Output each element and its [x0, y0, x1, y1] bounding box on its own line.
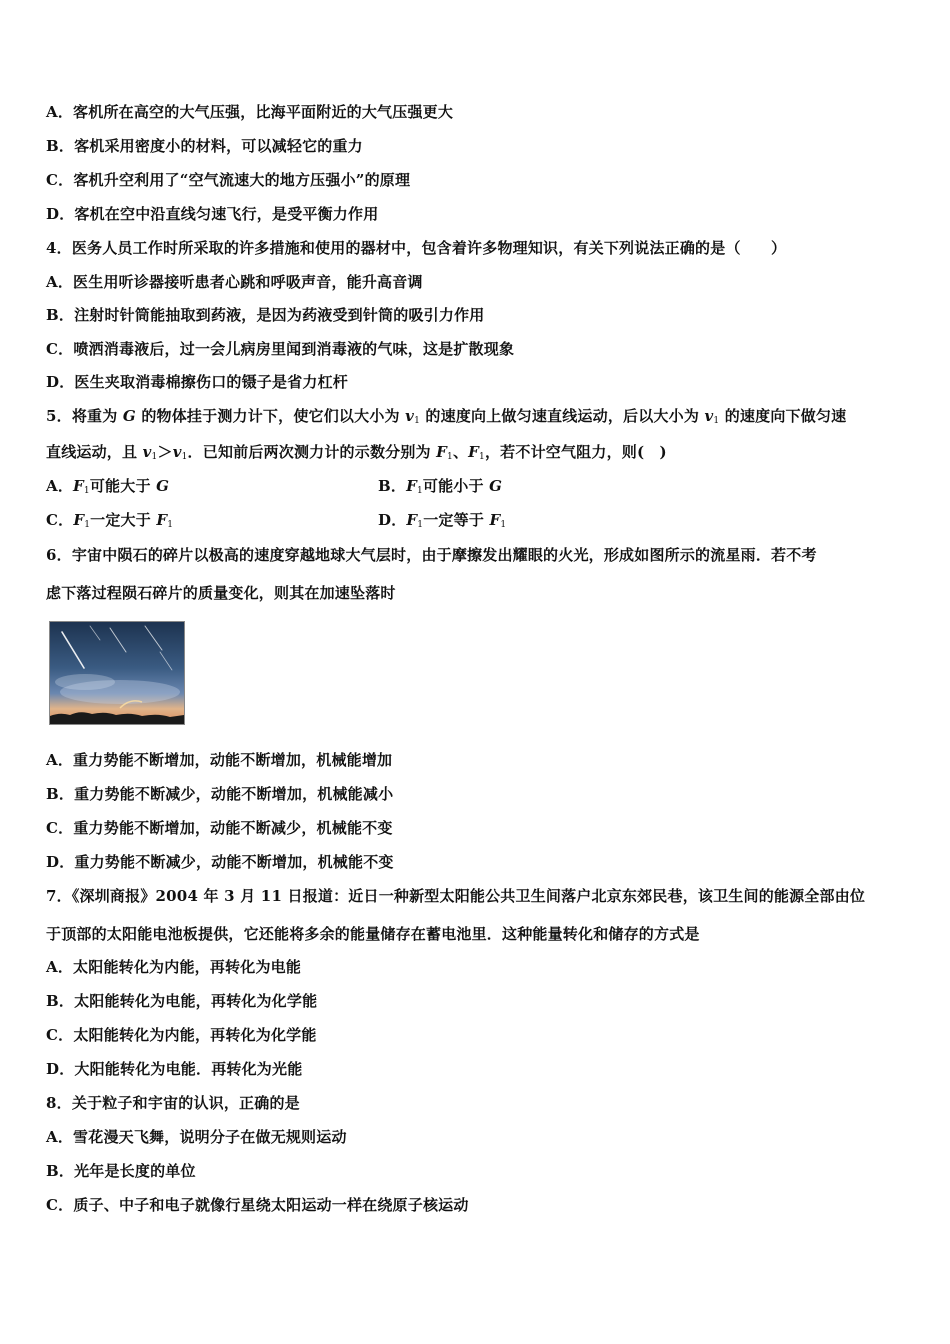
q5-option-b: B．$F_1$可能小于 G	[378, 477, 503, 496]
q3-option-c: C．客机升空利用了“空气流速大的地方压强小”的原理	[46, 171, 411, 189]
q5-option-a: A．$F_1$可能大于 G	[46, 477, 170, 496]
q3-option-b: B．客机采用密度小的材料，可以减轻它的重力	[46, 137, 363, 155]
q8-option-a: A．雪花漫天飞舞，说明分子在做无规则运动	[46, 1128, 347, 1146]
q7-option-b: B．太阳能转化为电能，再转化为化学能	[46, 992, 318, 1010]
q3-option-d: D．客机在空中沿直线匀速飞行，是受平衡力作用	[46, 205, 379, 223]
q5-option-c: C．$F_1$一定大于 $F_1$	[46, 511, 174, 530]
q5-stem-line1: 5．将重为 G 的物体挂于测力计下，使它们以大小为 $v_1$ 的速度向上做匀速直线运动，后以大小为 $v_1$ 的速度向下做匀速	[46, 407, 847, 426]
q5-option-d: D．$F_1$一定等于 $F_1$	[378, 511, 507, 530]
q7-stem-line2: 于顶部的太阳能电池板提供，它还能将多余的能量储存在蓄电池里．这种能量转化和储存的方式是	[46, 925, 700, 943]
q8-option-b: B．光年是长度的单位	[46, 1162, 196, 1180]
q6-option-c: C．重力势能不断增加，动能不断减少，机械能不变	[46, 819, 393, 837]
q6-option-a: A．重力势能不断增加，动能不断增加，机械能增加	[46, 751, 393, 769]
q8-stem: 8．关于粒子和宇宙的认识，正确的是	[46, 1094, 300, 1112]
q3-option-a: A．客机所在高空的大气压强，比海平面附近的大气压强更大	[46, 103, 454, 121]
q4-option-a: A．医生用听诊器接听患者心跳和呼吸声音，能升高音调	[46, 273, 423, 291]
q7-option-c: C．太阳能转化为内能，再转化为化学能	[46, 1026, 317, 1044]
q7-option-d: D．大阳能转化为电能．再转化为光能	[46, 1060, 303, 1078]
q4-option-d: D．医生夹取消毒棉擦伤口的镊子是省力杠杆	[46, 373, 349, 391]
q4-option-c: C．喷洒消毒液后，过一会儿病房里闻到消毒液的气味，这是扩散现象	[46, 340, 515, 358]
q8-option-c: C．质子、中子和电子就像行星绕太阳运动一样在绕原子核运动	[46, 1196, 469, 1214]
q4-stem: 4．医务人员工作时所采取的许多措施和使用的器材中，包含着许多物理知识，有关下列说法正确的是（ ）	[46, 239, 787, 257]
q7-option-a: A．太阳能转化为内能，再转化为电能	[46, 958, 302, 976]
q6-stem-line2: 虑下落过程陨石碎片的质量变化，则其在加速坠落时	[46, 584, 396, 602]
meteor-shower-image	[49, 621, 185, 725]
q6-option-b: B．重力势能不断减少，动能不断增加，机械能减小	[46, 785, 394, 803]
q6-stem-line1: 6．宇宙中陨石的碎片以极高的速度穿越地球大气层时，由于摩擦发出耀眼的火光，形成如图所示的流星雨．若不考	[46, 546, 817, 564]
q7-stem-line1: 7．《深圳商报》2004 年 3 月 11 日报道：近日一种新型太阳能公共卫生间落户北京东郊民巷，该卫生间的能源全部由位	[46, 887, 866, 905]
q4-option-b: B．注射时针筒能抽取到药液，是因为药液受到针筒的吸引力作用	[46, 306, 485, 324]
q5-stem-line2: 直线运动，且 $v_1>v_1$．已知前后两次测力计的示数分别为 $F_1$、$F_1$，若不计空气阻力，则( )	[46, 443, 667, 462]
q6-option-d: D．重力势能不断减少，动能不断增加，机械能不变	[46, 853, 394, 871]
